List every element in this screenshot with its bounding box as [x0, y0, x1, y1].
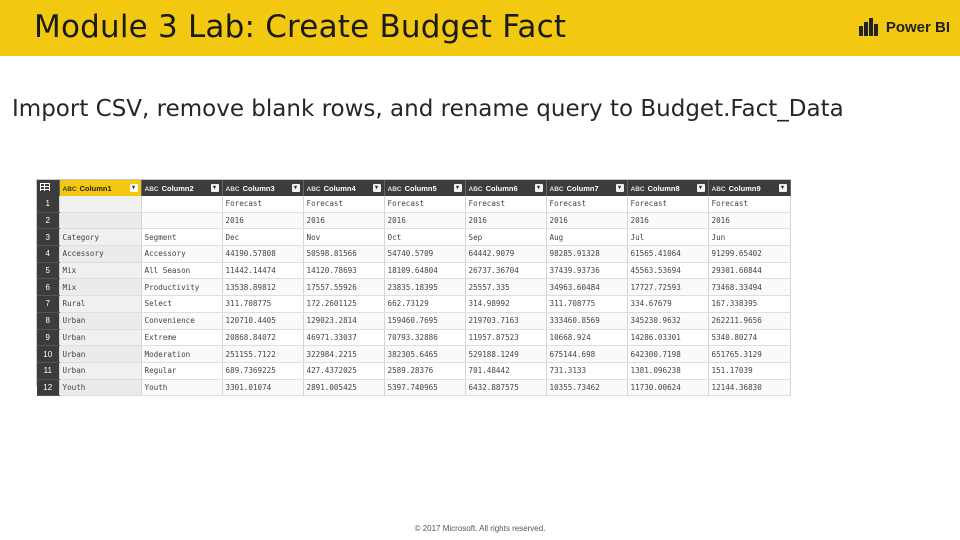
filter-dropdown-icon[interactable]: ▾ — [535, 184, 543, 192]
table-row — [37, 229, 790, 246]
table-cell[interactable]: 651765.3129 — [708, 346, 790, 363]
table-cell[interactable]: 34963.60484 — [546, 279, 627, 296]
title-bar — [0, 0, 960, 56]
table-cell[interactable]: Forecast — [303, 196, 384, 212]
row-number[interactable]: 2 — [37, 212, 59, 229]
table-cell[interactable]: 17727.72593 — [627, 279, 708, 296]
column-header-label: Column6 — [485, 183, 518, 193]
table-cell[interactable]: 11957.87523 — [465, 329, 546, 346]
column-header-label: Column7 — [566, 183, 599, 193]
table-cell[interactable]: 50598.81566 — [303, 246, 384, 263]
table-cell[interactable]: Forecast — [222, 196, 303, 212]
table-cell[interactable]: 3301.01074 — [222, 379, 303, 396]
table-cell[interactable]: 13538.89812 — [222, 279, 303, 296]
table-row — [37, 312, 790, 329]
table-cell[interactable]: Convenience — [141, 312, 222, 329]
row-number[interactable]: 4 — [37, 246, 59, 263]
table-cell[interactable]: 6432.887575 — [465, 379, 546, 396]
text-type-icon[interactable]: ABC — [225, 185, 240, 193]
table-cell[interactable]: 2016 — [222, 212, 303, 229]
table-cell[interactable]: Urban — [59, 346, 141, 363]
row-number[interactable]: 11 — [37, 362, 59, 379]
row-number[interactable]: 6 — [37, 279, 59, 296]
table-cell[interactable]: 14286.03301 — [627, 329, 708, 346]
table-cell[interactable]: 54740.5709 — [384, 246, 465, 263]
query-preview-grid — [36, 179, 791, 392]
table-row — [37, 279, 790, 296]
table-cell[interactable] — [141, 212, 222, 229]
table-cell[interactable]: 120710.4405 — [222, 312, 303, 329]
column-header-label: Column8 — [647, 183, 680, 193]
table-cell[interactable]: 12144.36830 — [708, 379, 790, 396]
table-cell[interactable]: 701.48442 — [465, 362, 546, 379]
column-header-2[interactable] — [141, 180, 222, 196]
table-row — [37, 379, 790, 396]
column-header-1[interactable] — [59, 180, 141, 196]
column-header-7[interactable] — [546, 180, 627, 196]
filter-dropdown-icon[interactable]: ▾ — [130, 184, 138, 192]
table-cell[interactable]: 219703.7163 — [465, 312, 546, 329]
table-cell[interactable]: 129023.2814 — [303, 312, 384, 329]
column-header-4[interactable] — [303, 180, 384, 196]
table-cell[interactable]: 2016 — [384, 212, 465, 229]
column-header-row — [37, 180, 790, 196]
table-cell[interactable]: 2016 — [627, 212, 708, 229]
text-type-icon[interactable]: ABC — [306, 185, 321, 193]
column-header-label: Column3 — [242, 183, 275, 193]
table-cell[interactable]: 73468.33494 — [708, 279, 790, 296]
table-row — [37, 296, 790, 313]
table-cell[interactable] — [59, 196, 141, 212]
table-cell[interactable]: Accessory — [141, 246, 222, 263]
table-cell[interactable]: Forecast — [384, 196, 465, 212]
text-type-icon[interactable]: ABC — [62, 185, 77, 193]
text-type-icon[interactable]: ABC — [630, 185, 645, 193]
table-row — [37, 346, 790, 363]
table-cell[interactable]: Extreme — [141, 329, 222, 346]
text-type-icon[interactable]: ABC — [387, 185, 402, 193]
brand-logo — [858, 14, 950, 40]
table-cell[interactable]: 2016 — [303, 212, 384, 229]
table-row — [37, 262, 790, 279]
row-number[interactable]: 8 — [37, 312, 59, 329]
text-type-icon[interactable]: ABC — [549, 185, 564, 193]
table-cell[interactable]: Youth — [141, 379, 222, 396]
table-cell[interactable]: 159460.7695 — [384, 312, 465, 329]
table-cell[interactable]: Rural — [59, 296, 141, 313]
table-cell[interactable]: Category — [59, 229, 141, 246]
table-row — [37, 212, 790, 229]
table-cell[interactable]: 334.67679 — [627, 296, 708, 313]
text-type-icon[interactable]: ABC — [711, 185, 726, 193]
table-cell[interactable]: 382305.6465 — [384, 346, 465, 363]
table-cell[interactable]: Productivity — [141, 279, 222, 296]
row-number[interactable]: 3 — [37, 229, 59, 246]
table-cell[interactable]: 10668.924 — [546, 329, 627, 346]
table-cell[interactable]: Youth — [59, 379, 141, 396]
table-cell[interactable]: 689.7369225 — [222, 362, 303, 379]
table-cell[interactable]: 5397.740965 — [384, 379, 465, 396]
table-cell[interactable]: 11730.00624 — [627, 379, 708, 396]
table-cell[interactable]: 642300.7198 — [627, 346, 708, 363]
table-cell[interactable]: Forecast — [708, 196, 790, 212]
column-header-label: Column1 — [79, 183, 112, 193]
table-cell[interactable]: 2016 — [546, 212, 627, 229]
column-header-9[interactable] — [708, 180, 790, 196]
table-cell[interactable]: 14120.78693 — [303, 262, 384, 279]
table-cell[interactable]: Urban — [59, 362, 141, 379]
table-cell[interactable]: 172.2601125 — [303, 296, 384, 313]
table-menu-button[interactable] — [37, 180, 59, 196]
table-cell[interactable]: 29301.60844 — [708, 262, 790, 279]
table-cell[interactable]: 322984.2215 — [303, 346, 384, 363]
filter-dropdown-icon[interactable]: ▾ — [454, 184, 462, 192]
table-cell[interactable]: 2016 — [465, 212, 546, 229]
table-cell[interactable]: 5340.80274 — [708, 329, 790, 346]
table-cell[interactable]: Forecast — [546, 196, 627, 212]
table-cell[interactable]: Jul — [627, 229, 708, 246]
table-cell[interactable]: Urban — [59, 312, 141, 329]
table-cell[interactable]: 11442.14474 — [222, 262, 303, 279]
table-cell[interactable]: Select — [141, 296, 222, 313]
table-cell[interactable] — [59, 212, 141, 229]
slide-title: Module 3 Lab: Create Budget Fact — [34, 9, 567, 45]
data-table — [37, 180, 791, 396]
copyright-footer: © 2017 Microsoft. All rights reserved. — [414, 524, 546, 533]
table-cell[interactable]: Jun — [708, 229, 790, 246]
row-number[interactable]: 7 — [37, 296, 59, 313]
table-cell[interactable]: 529188.1249 — [465, 346, 546, 363]
table-cell[interactable]: 23835.18395 — [384, 279, 465, 296]
table-cell[interactable]: 1381.096238 — [627, 362, 708, 379]
table-cell[interactable]: 333460.8569 — [546, 312, 627, 329]
column-header-label: Column4 — [323, 183, 356, 193]
table-cell[interactable]: 98285.91328 — [546, 246, 627, 263]
table-cell[interactable]: 662.73129 — [384, 296, 465, 313]
column-header-5[interactable] — [384, 180, 465, 196]
filter-dropdown-icon[interactable]: ▾ — [292, 184, 300, 192]
table-cell[interactable]: 70793.32886 — [384, 329, 465, 346]
filter-dropdown-icon[interactable]: ▾ — [211, 184, 219, 192]
table-cell[interactable]: 2589.28376 — [384, 362, 465, 379]
table-cell[interactable]: Mix — [59, 279, 141, 296]
table-cell[interactable]: 46971.33037 — [303, 329, 384, 346]
table-cell[interactable]: 167.338395 — [708, 296, 790, 313]
table-cell[interactable]: 44190.57808 — [222, 246, 303, 263]
table-cell[interactable]: Oct — [384, 229, 465, 246]
table-cell[interactable]: 17557.55926 — [303, 279, 384, 296]
table-row — [37, 196, 790, 212]
table-cell[interactable]: 61565.41064 — [627, 246, 708, 263]
table-cell[interactable]: 427.4372025 — [303, 362, 384, 379]
table-cell[interactable]: Aug — [546, 229, 627, 246]
column-header-label: Column5 — [404, 183, 437, 193]
table-cell[interactable]: 731.3133 — [546, 362, 627, 379]
table-cell[interactable]: 18109.64804 — [384, 262, 465, 279]
column-header-label: Column9 — [728, 183, 761, 193]
column-header-label: Column2 — [161, 183, 194, 193]
table-cell[interactable]: Sep — [465, 229, 546, 246]
row-number[interactable]: 10 — [37, 346, 59, 363]
table-icon — [40, 183, 50, 191]
column-header-6[interactable] — [465, 180, 546, 196]
power-bi-logo-icon — [858, 16, 880, 38]
table-cell[interactable]: 91299.65402 — [708, 246, 790, 263]
table-cell[interactable]: 10355.73462 — [546, 379, 627, 396]
table-cell[interactable]: 251155.7122 — [222, 346, 303, 363]
filter-dropdown-icon[interactable]: ▾ — [616, 184, 624, 192]
table-cell[interactable]: 314.98992 — [465, 296, 546, 313]
table-cell[interactable]: 20868.84072 — [222, 329, 303, 346]
table-cell[interactable] — [141, 196, 222, 212]
table-cell[interactable]: Accessory — [59, 246, 141, 263]
table-cell[interactable]: 675144.698 — [546, 346, 627, 363]
table-cell[interactable]: 37439.93736 — [546, 262, 627, 279]
table-cell[interactable]: Mix — [59, 262, 141, 279]
table-cell[interactable]: 262211.9656 — [708, 312, 790, 329]
row-number[interactable]: 5 — [37, 262, 59, 279]
table-cell[interactable]: 2891.005425 — [303, 379, 384, 396]
table-cell[interactable]: Regular — [141, 362, 222, 379]
table-cell[interactable]: All Season — [141, 262, 222, 279]
table-cell[interactable]: 26737.36704 — [465, 262, 546, 279]
row-number[interactable]: 9 — [37, 329, 59, 346]
table-cell[interactable]: Moderation — [141, 346, 222, 363]
filter-dropdown-icon[interactable]: ▾ — [779, 184, 787, 192]
text-type-icon[interactable]: ABC — [144, 185, 159, 193]
table-row — [37, 246, 790, 263]
slide-subtitle: Import CSV, remove blank rows, and rename query to Budget.Fact_Data — [12, 96, 844, 122]
column-header-8[interactable] — [627, 180, 708, 196]
row-number[interactable]: 1 — [37, 196, 59, 212]
table-cell[interactable]: 151.17039 — [708, 362, 790, 379]
table-row — [37, 329, 790, 346]
table-cell[interactable]: 45563.53694 — [627, 262, 708, 279]
table-cell[interactable]: Forecast — [627, 196, 708, 212]
table-cell[interactable]: 345230.9632 — [627, 312, 708, 329]
table-cell[interactable]: 2016 — [708, 212, 790, 229]
filter-dropdown-icon[interactable]: ▾ — [373, 184, 381, 192]
table-cell[interactable]: Nov — [303, 229, 384, 246]
table-row — [37, 362, 790, 379]
row-number[interactable]: 12 — [37, 379, 59, 396]
table-cell[interactable]: 311.708775 — [222, 296, 303, 313]
table-cell[interactable]: 25557.335 — [465, 279, 546, 296]
table-cell[interactable]: Dec — [222, 229, 303, 246]
table-cell[interactable]: Urban — [59, 329, 141, 346]
table-cell[interactable]: 311.708775 — [546, 296, 627, 313]
table-cell[interactable]: Segment — [141, 229, 222, 246]
filter-dropdown-icon[interactable]: ▾ — [697, 184, 705, 192]
table-cell[interactable]: 64442.9079 — [465, 246, 546, 263]
column-header-3[interactable] — [222, 180, 303, 196]
text-type-icon[interactable]: ABC — [468, 185, 483, 193]
brand-name: Power BI — [885, 18, 950, 36]
table-cell[interactable]: Forecast — [465, 196, 546, 212]
